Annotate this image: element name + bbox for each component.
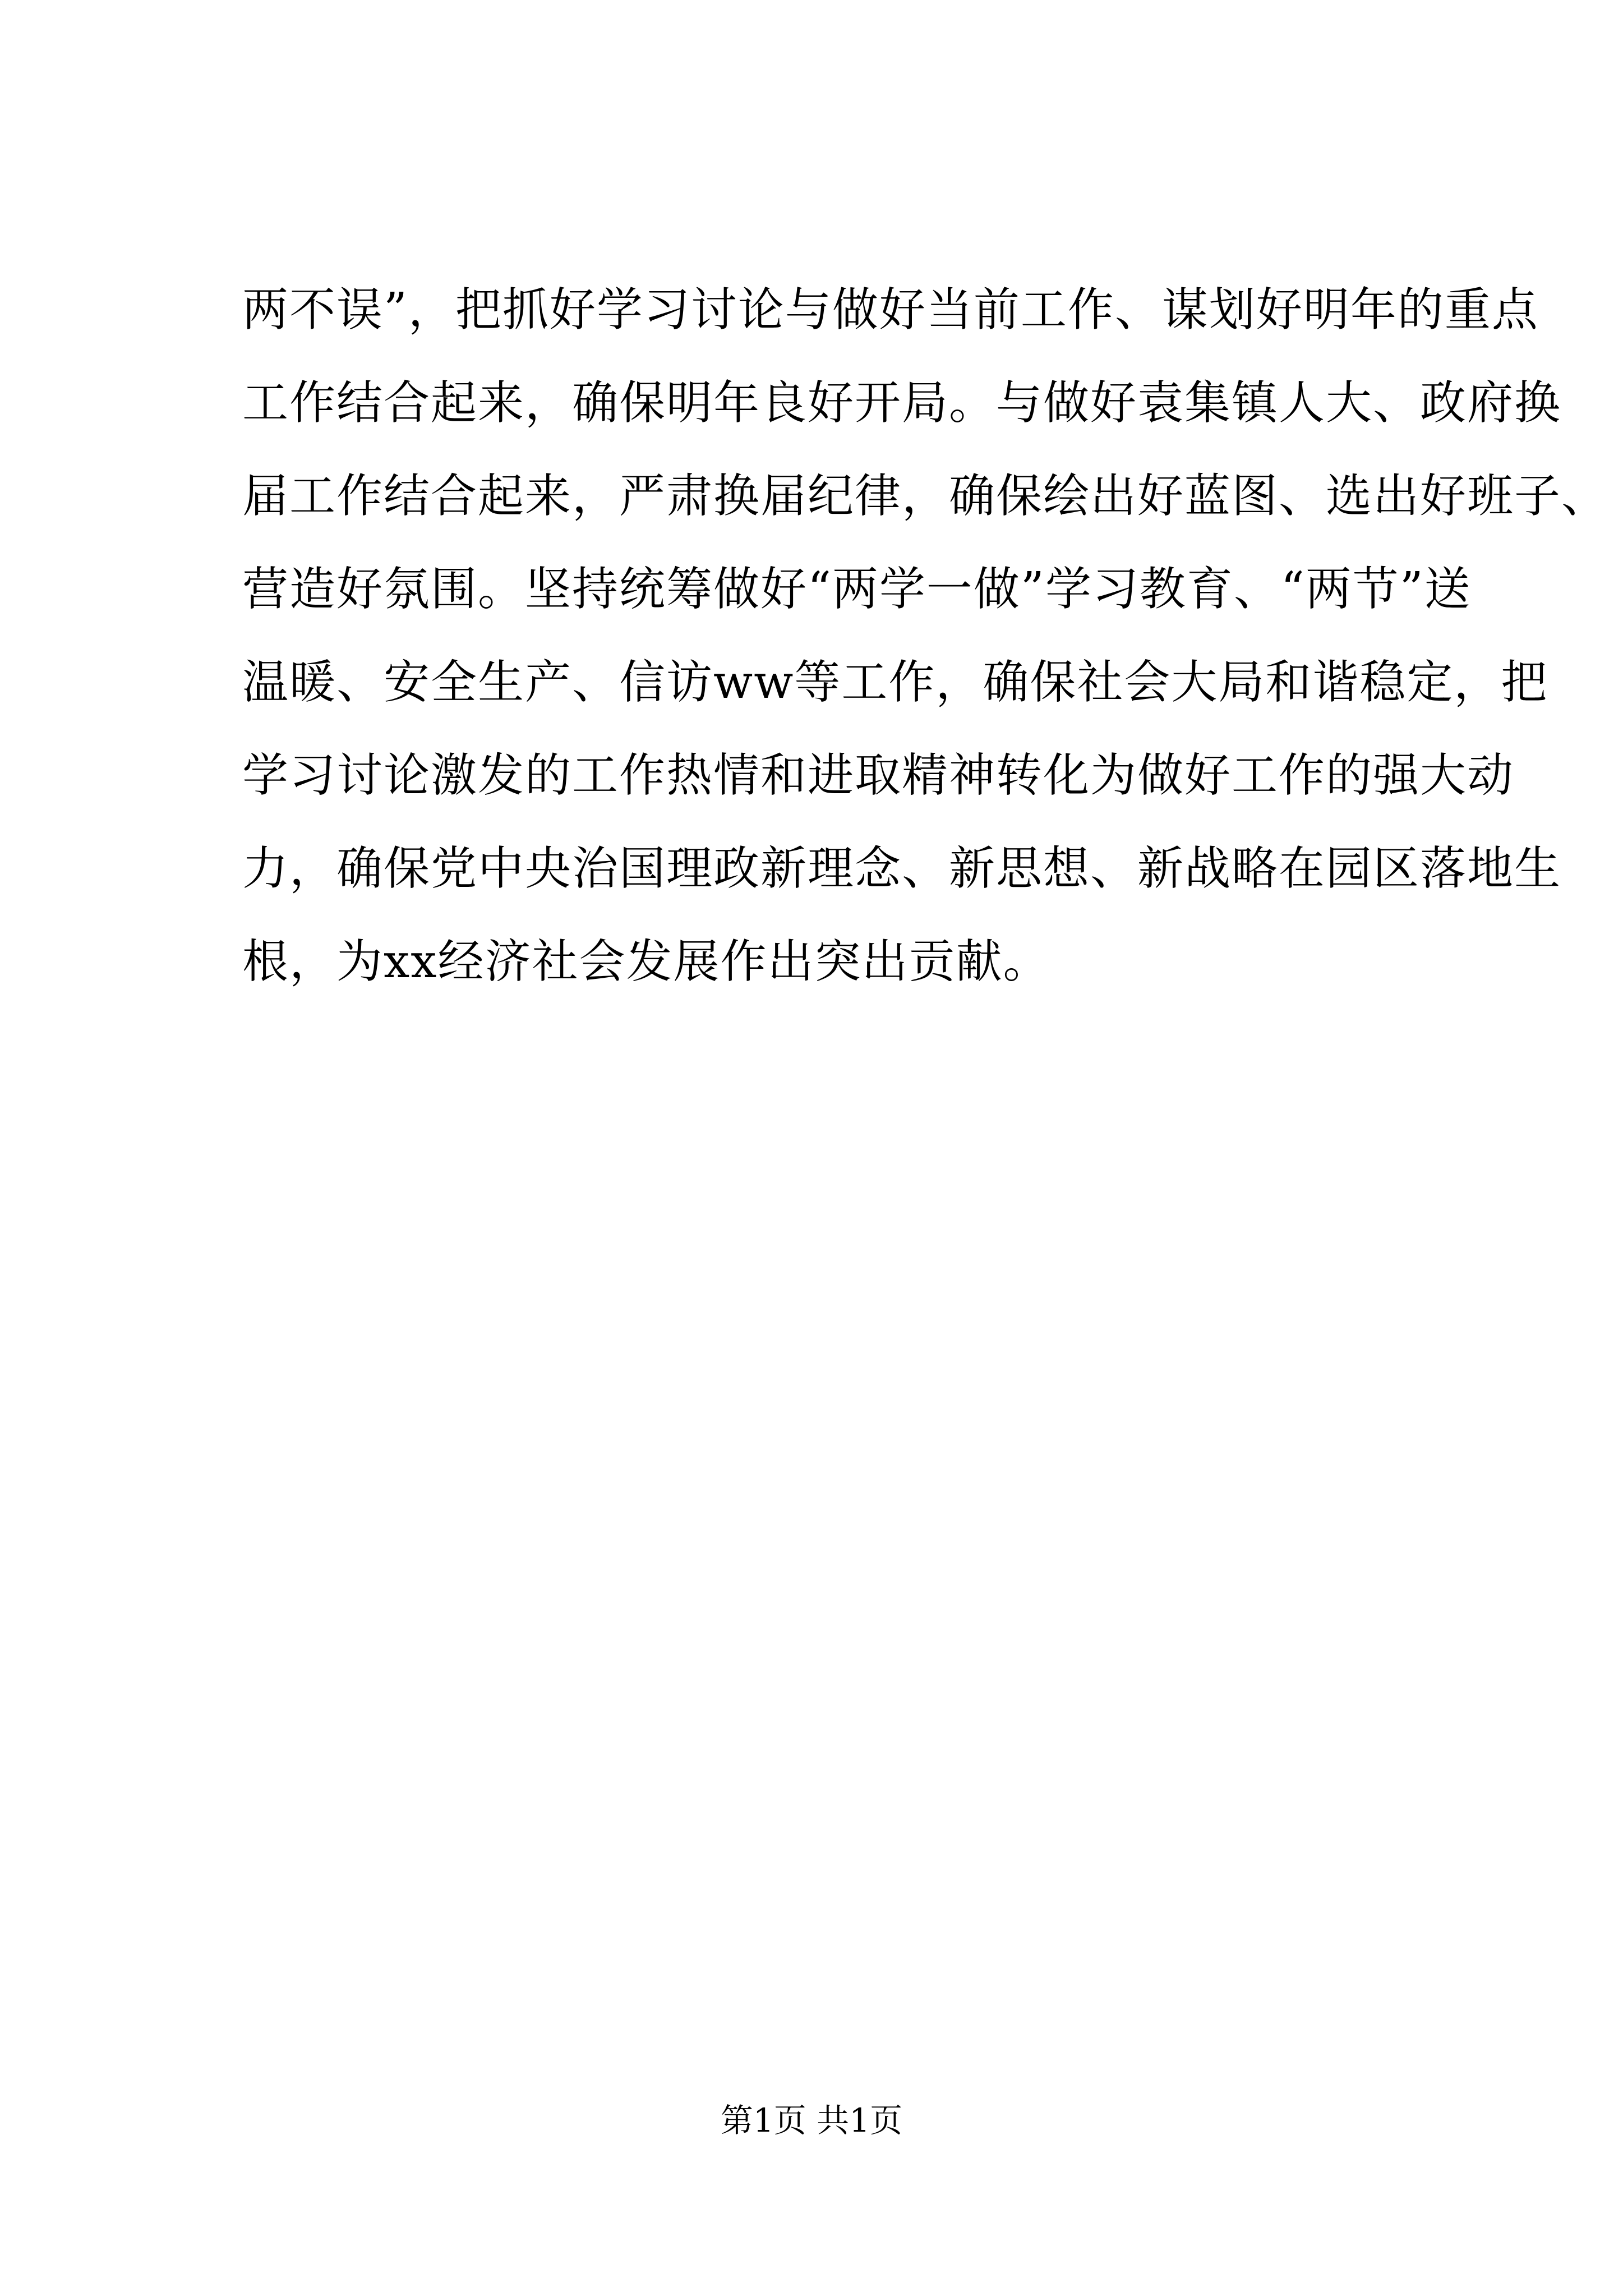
paragraph-line: 营造好氛围。坚持统筹做好“两学一做”学习教育、“两节”送	[242, 563, 1472, 616]
page-number-footer: 第1页 共1页	[720, 2101, 903, 2139]
body-paragraph	[242, 264, 1609, 1009]
paragraph-line: 工作结合起来，确保明年良好开局。与做好袁集镇人大、政府换	[242, 376, 1562, 430]
paragraph-line: 力，确保党中央治国理政新理念、新思想、新战略在园区落地生	[242, 842, 1562, 895]
paragraph-line: 学习讨论激发的工作热情和进取精神转化为做好工作的强大动	[242, 749, 1515, 802]
paragraph-line: 温暖、安全生产、信访ww等工作，确保社会大局和谐稳定，把	[242, 656, 1548, 709]
paragraph-line: 届工作结合起来，严肃换届纪律，确保绘出好蓝图、选出好班子、	[242, 470, 1609, 523]
paragraph-line: 两不误”，把抓好学习讨论与做好当前工作、谋划好明年的重点	[242, 283, 1539, 337]
paragraph-line: 根，为xx经济社会发展作出突出贡献。	[242, 935, 1050, 988]
